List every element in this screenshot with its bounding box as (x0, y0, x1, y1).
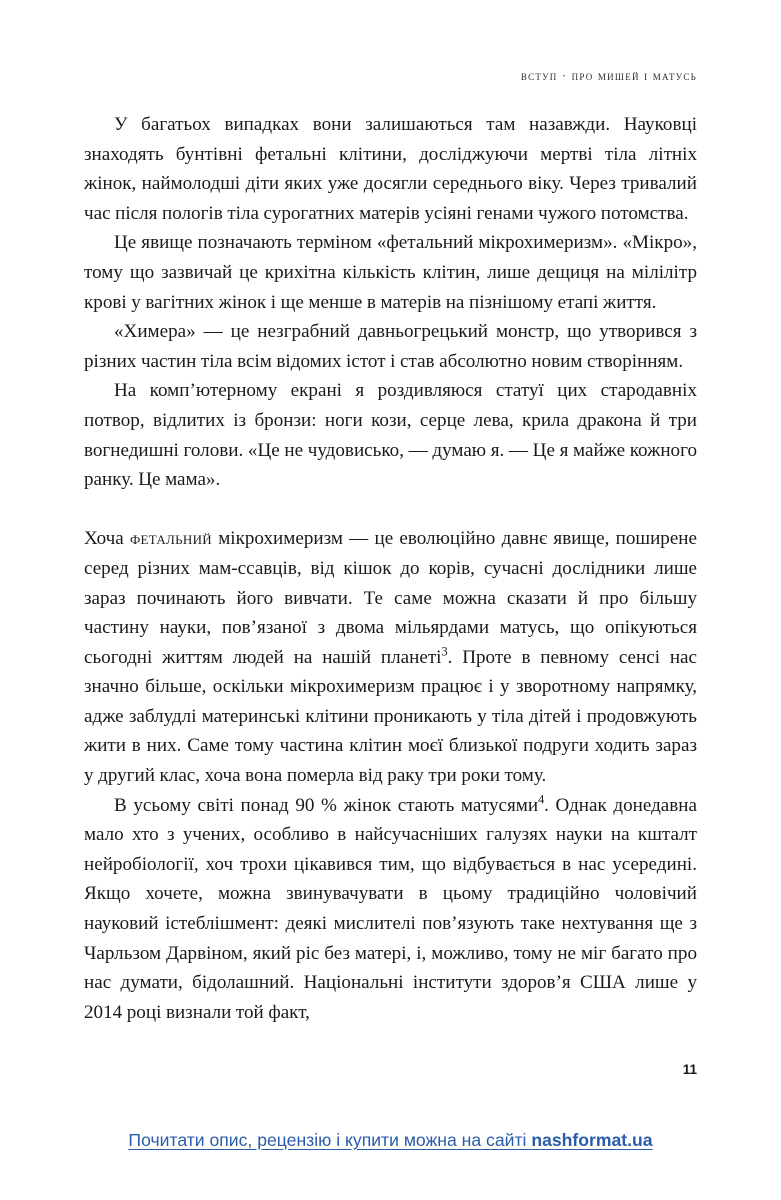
running-head-chapter: вступ (520, 69, 558, 83)
section-two-paragraph-one-tail: . Проте в певному сенсі нас значно більше, оскільки мікрохимеризм працює і у зворотному напрямку, адже заблудлі материнські клітини проникають у тіла дітей і продовжують жити в них. Саме тому частина клітин моєї близької подруги ходить зараз у другий клас, хоча вона померла від раку три роки тому. (84, 646, 697, 787)
page-number: 11 (682, 1062, 697, 1077)
promo-link[interactable] (128, 1130, 652, 1150)
section-two-paragraph-one (84, 524, 697, 790)
promo-banner (0, 1128, 781, 1152)
section-two-paragraph-two-tail: . Однак донедавна мало хто з учених, особливо в найсучасніших галузях науки на кшталт нейробіології, хоч трохи цікавився тим, що відбувається в нас усередині. Якщо хочете, можна звинувачувати в цьому традиційно чоловічий науковий істеблішмент: деякі мислителі пов’язують таке нехтування ще з Чарльзом Дарвіном, який ріс без матері, і, можливо, тому не міг багато про нас думати, бідолашний. Національні інститути здоров’я США лише у 2014 році визнали той факт, (84, 794, 697, 1023)
section-two-paragraph-two-head: В усьому світі понад 90 % жінок стають матусями (114, 794, 539, 816)
running-head (84, 68, 697, 84)
section-two-paragraph-two (84, 791, 697, 1028)
paragraph: У багатьох випадках вони залишаються там назавжди. Науковці знаходять бунтівні фетальні клітини, досліджуючи мертві тіла літніх жінок, наймолодші діти яких уже досягли середнього віку. Через тривалий час після пологів тіла сурогатних матерів усіяні генами чужого потомства. (84, 114, 697, 224)
section-two-paragraph-one-body: мікрохимеризм — це еволюційно давнє явище, поширене серед різних мам-ссавців, від кішок до корів, сучасні дослідники лише зараз починають його вивчати. Те саме можна сказати й про більшу частину науки, пов’язаної з двома мільярдами матусь, що опікуються сьогодні життям людей на нашій планеті (84, 528, 698, 668)
section-lead-in-smallcaps: фетальний (129, 528, 212, 550)
section-separator-gap (84, 495, 697, 525)
paragraph: На комп’ютерному екрані я роздивляюся статуї цих стародавніх потвор, відлитих із бронзи: ноги кози, серце лева, крила дракона й три вогнедишні голови. «Це не чудовисько, — думаю я. — Це я майже кожного ранку. Це мама». (84, 380, 697, 491)
footnote-marker-4: 4 (538, 792, 545, 807)
paragraph: Це явище позначають терміном «фетальний мікрохимеризм». «Мікро», тому що зазвичай це крихітна кількість клітин, лише дещиця на мілілітр крові у вагітних жінок і ще менше в матерів на пізнішому етапі життя. (84, 232, 697, 313)
paragraph: «Химера» — це незграбний давньогрецький монстр, що утворився з різних частин тіла всім відомих істот і став абсолютно новим створінням. (84, 321, 697, 372)
running-head-title: про мишей і матусь (571, 69, 697, 83)
body-text-column (84, 110, 697, 1027)
promo-domain: nashformat.ua (531, 1130, 653, 1150)
promo-text: Почитати опис, рецензію і купити можна на сайті (128, 1130, 532, 1150)
running-head-separator: · (561, 69, 568, 83)
section-lead-in-plain: Хоча (84, 528, 130, 550)
footnote-marker-3: 3 (441, 644, 448, 659)
